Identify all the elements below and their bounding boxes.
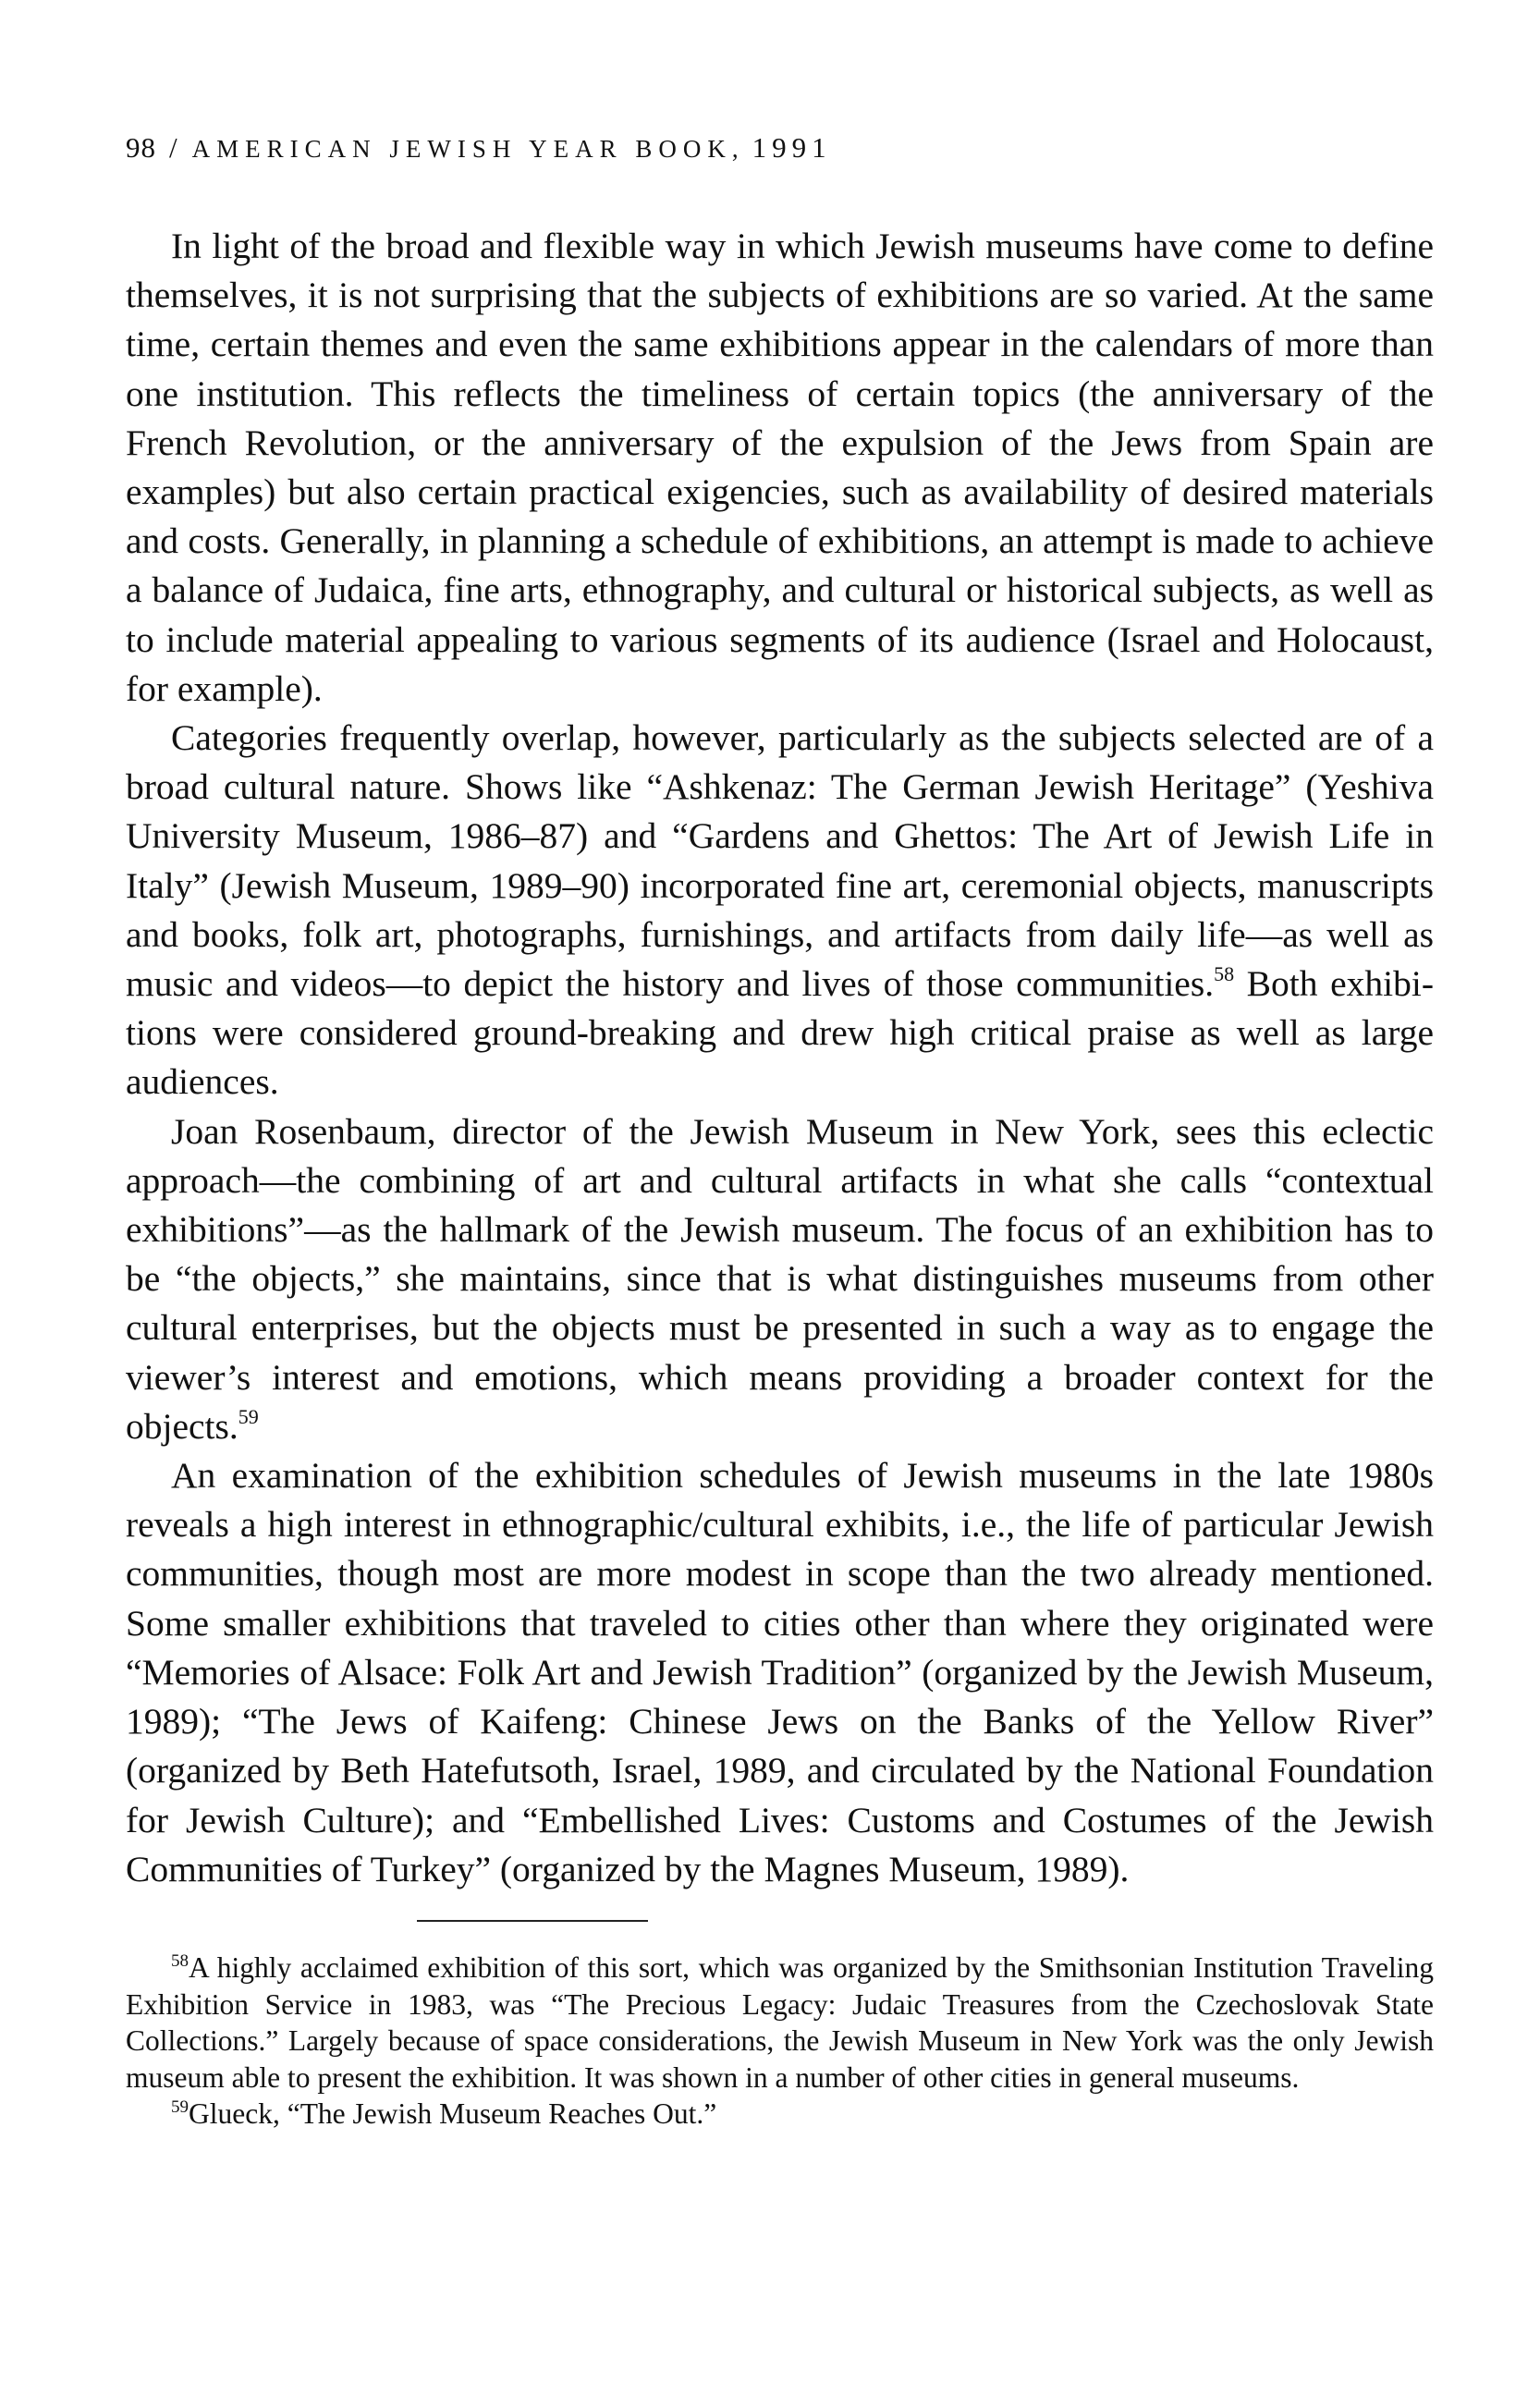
footnote-58	[126, 1950, 1434, 2096]
paragraph-2	[126, 714, 1434, 1107]
footnote-text: A highly acclaimed exhibition of this sort, which was organized by the Smithsonian Institution Traveling Exhibition Service in 1983, was “The Precious Legacy: Judaic Treasures from the Czechoslovak State Collections.” Largely because of space considerations, the Jewish Museum in New York was the only Jewish museum able to present the exhibition. It was shown in a number of other cities in general museums.	[126, 1950, 1434, 2094]
page-number: 98	[126, 131, 156, 164]
footnote-number: 59	[171, 2097, 189, 2118]
paragraph-text: In light of the broad and flexible way in which Jewish museums have come to define themselves, it is not surprising that the subjects of exhibitions are so varied. At the same time, certain themes and even the same exhibitions appear in the calendars of more than one institution. This reflects the timeliness of certain topics (the anniversary of the French Revolution, or the anniversary of the expulsion of the Jews from Spain are examples) but also certain practical exigencies, such as availability of desired materials and costs. Generally, in planning a schedule of exhibitions, an attempt is made to achieve a balance of Judaica, fine arts, ethnography, and cultural or historical subjects, as well as to include material appealing to various segments of its audience (Israel and Holocaust, for example).	[126, 226, 1434, 709]
paragraph-3	[126, 1107, 1434, 1451]
body-text	[126, 222, 1434, 1894]
running-year: 1991	[752, 131, 832, 164]
footnote-number: 58	[171, 1950, 189, 1971]
footnote-reference-58[interactable]: 58	[1214, 962, 1235, 986]
paragraph-1	[126, 222, 1434, 714]
header-separator: /	[169, 131, 177, 164]
footnote-reference-59[interactable]: 59	[238, 1404, 259, 1428]
paragraph-text: Categories frequently overlap, however, particularly as the subjects selected are of a broad cultural nature. Shows like “Ashkenaz: The German Jewish Heritage” (Yeshiva University Museum, 1986–87) and “Gardens and Ghettos: The Art of Jewish Life in Italy” (Jewish Museum, 1989–90) incorporated fine art, ceremonial objects, manuscripts and books, folk art, photographs, furnishings, and artifacts from daily life—as well as music and videos—to depict the history and lives of those communities.	[126, 717, 1434, 1005]
footnote-text: Glueck, “The Jewish Museum Reaches Out.”	[189, 2097, 717, 2131]
footnote-59	[126, 2096, 1434, 2133]
running-title: AMERICAN JEWISH YEAR BOOK,	[191, 135, 745, 163]
running-head	[126, 129, 1434, 166]
paragraph-text: Both exhibitions were considered ground-breaking and drew high critical praise as well as large audiences.	[126, 963, 1434, 1103]
book-page	[126, 129, 1434, 2133]
paragraph-text: An examination of the exhibition schedules of Jewish museums in the late 1980s reveals a high interest in ethnographic/cultural exhibits, i.e., the life of particular Jewish communities, though most are more modest in scope than the two already mentioned. Some smaller exhibitions that traveled to cities other than where they originated were “Memories of Alsace: Folk Art and Jewish Tradition” (organized by the Jewish Museum, 1989); “The Jews of Kaifeng: Chinese Jews on the Banks of the Yellow River” (organized by Beth Hatefutsoth, Israel, 1989, and circulated by the National Foundation for Jewish Culture); and “Embellished Lives: Customs and Costumes of the Jewish Communities of Turkey” (organized by the Magnes Museum, 1989).	[126, 1455, 1434, 1889]
paragraph-text: Joan Rosenbaum, director of the Jewish Museum in New York, sees this eclectic approach—the combining of art and cultural artifacts in what she calls “contextual exhibitions”—as the hallmark of the Jewish museum. The focus of an exhibition has to be “the objects,” she maintains, since that is what distinguishes museums from other cultural enterprises, but the objects must be presented in such a way as to engage the viewer’s interest and emotions, which means providing a broader context for the objects.	[126, 1110, 1434, 1447]
footnote-divider	[417, 1920, 648, 1922]
paragraph-4	[126, 1451, 1434, 1894]
footnotes	[126, 1950, 1434, 2133]
